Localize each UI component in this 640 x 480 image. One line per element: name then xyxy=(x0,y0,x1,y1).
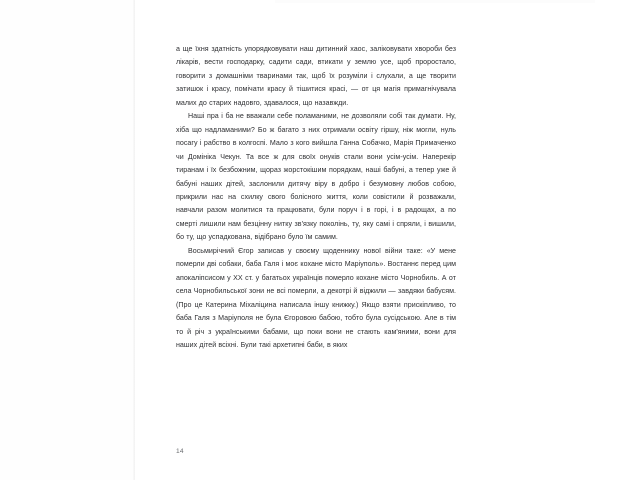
paragraph: Наші пра і ба не вважали себе поламаними, не дозволяли собі так думати. Ну, хіба що надламаними? Бо ж багато з них отримали освіту гіршу, ніж могли, нуль посагу і рабство в колгоспі. Мало з кого вийшла Ганна Собачко, Марія Примаченко чи Домініка Чекун. Та все ж для своїх онуків стали вони усім-усім. Наперекір тиранам і їх безбожним, щораз жорстокішим порядкам, наші бабуні, а тепер уже й бабуні наших дітей, заслонили дитячу віру в добро і безумовну любов собою, прикрили нас на схилку свого болісного життя, коли совістили й розважали, навчали разом молитися та працювати, були поруч і в горі, і в радощах, а по смерті лишили нам безцінну нитку зв'язку поколінь, ту, яку самі і спряли, і вишили, бо ту, що успадкована, відібрано було їм самим. xyxy=(176,112,456,242)
paragraph: а ще їхня здатність упорядковувати наш дитинний хаос, заліковувати хвороби без лікарів, вести господарку, садити сади, втикати у землю усе, щоб проростало, говорити з домашніми тваринами так, щоб їх розуміли і слухали, а ще творити затишок і красу, помічати красу й тішитися красі, — от ця магія примагнічувала малих до старих надовго, здавалося, що назавжди. xyxy=(176,45,456,107)
scan-top-edge xyxy=(275,0,595,3)
page-text-block xyxy=(176,43,456,352)
page-number: 14 xyxy=(176,448,184,455)
paragraph: Восьмирічний Єгор записав у своєму щоденнику нової війни таке: «У мене померли дві собаки, баба Галя і моє кохане місто Маріуполь». Востаннє перед цим апокаліпсисом у ХХ ст. у багатьох українців померло кохане місто Чорнобиль. А от села Чорнобильської зони не всі померли, а декотрі й віджили — завдяки бабусям. (Про це Катерина Міхаліцина написала іншу книжку.) Якщо взяти прискіпливо, то баба Галя з Маріуполя не була Єгоровою бабою, тобто була сусідською. Але в тім то й річ з українськими бабами, що поки вони не стають кам'яними, вони для наших дітей всіхні. Були такі архетипні баби, в яких xyxy=(176,246,456,349)
left-page-surface xyxy=(0,0,134,480)
